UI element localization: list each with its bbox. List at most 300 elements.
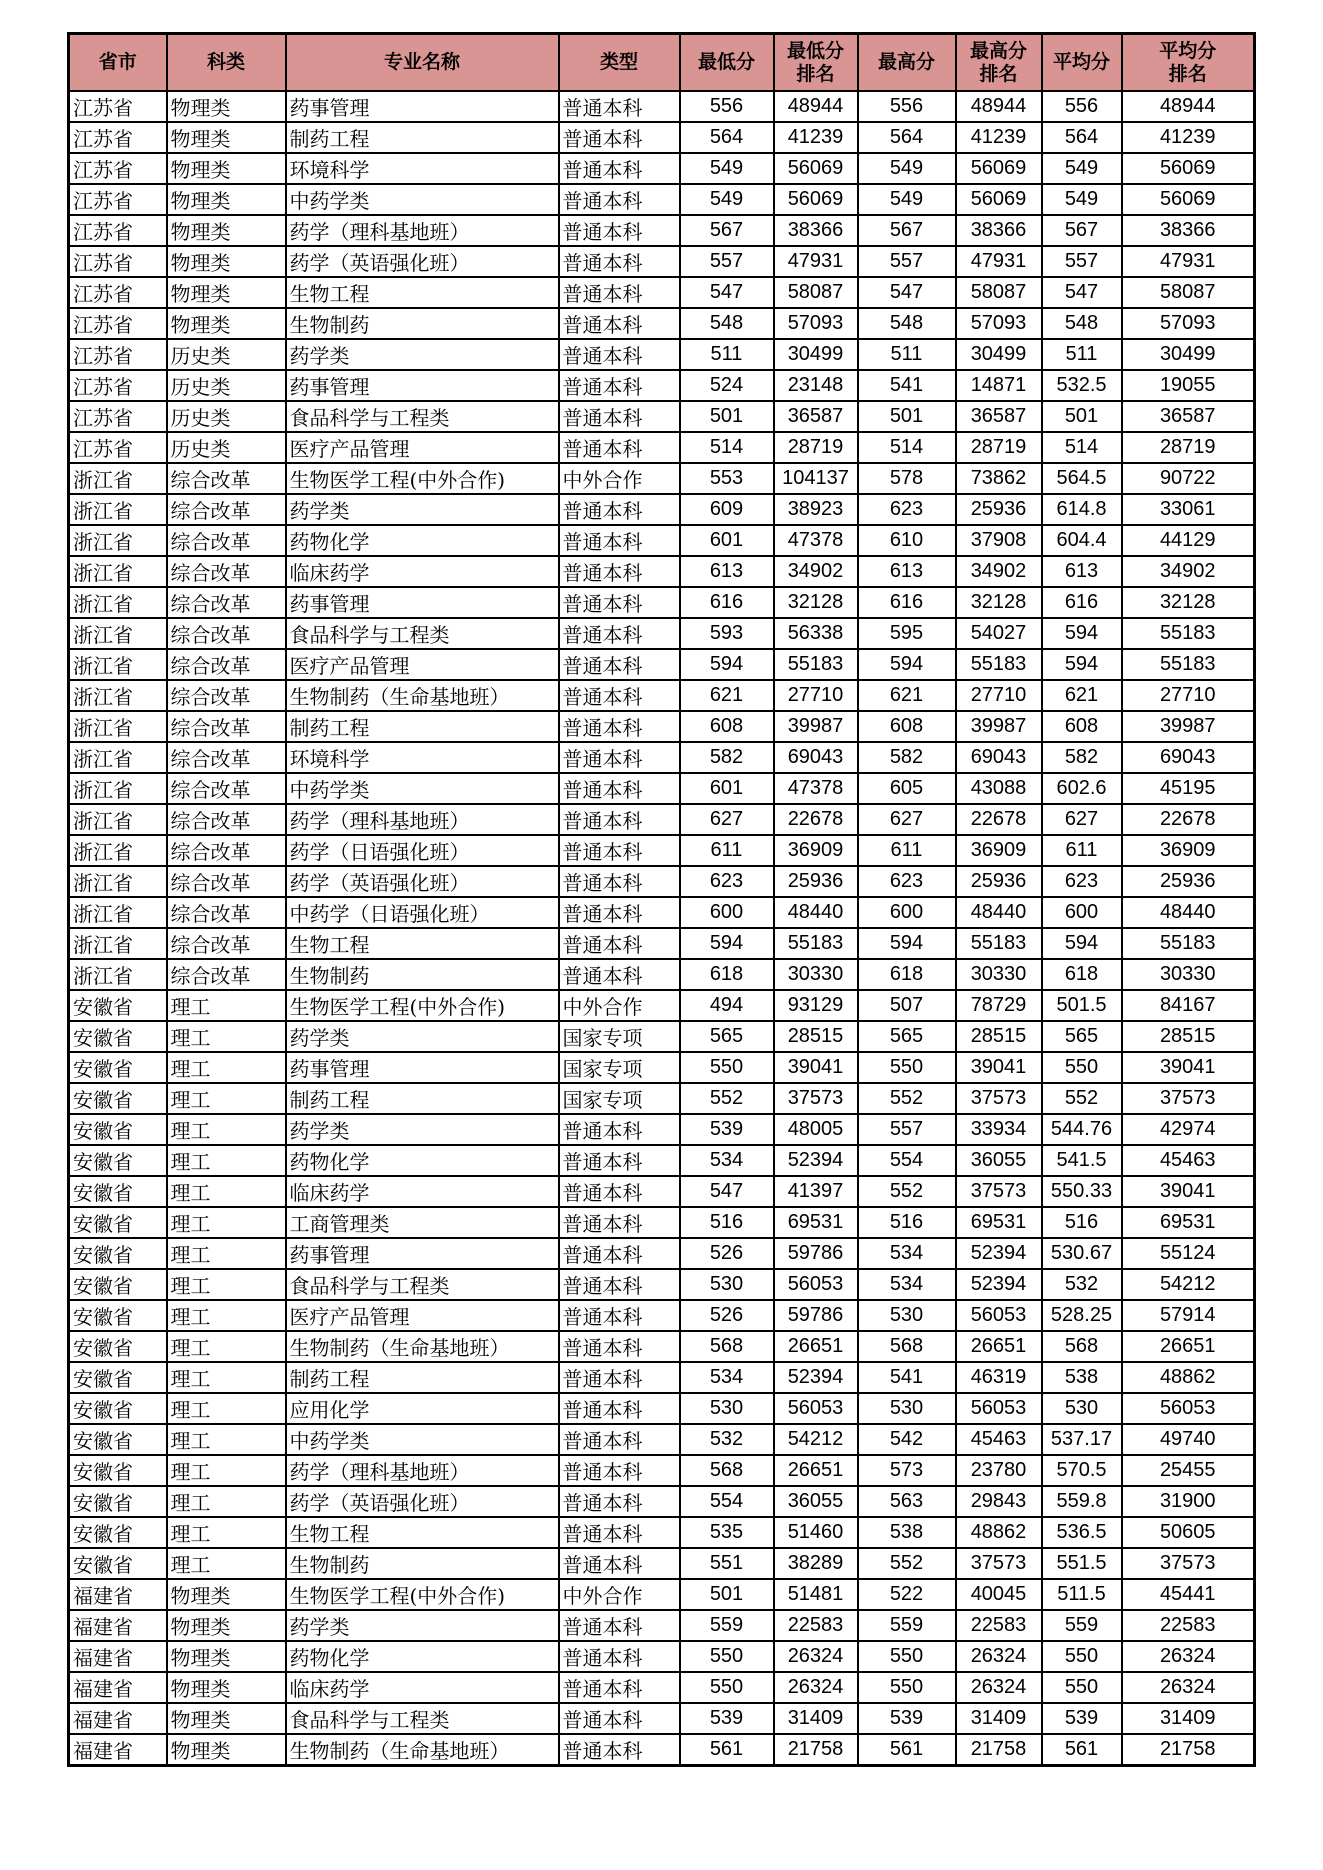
cell-province: 江苏省: [69, 246, 167, 277]
cell-avg-score-rank: 30330: [1122, 959, 1255, 990]
cell-min-score: 539: [680, 1114, 774, 1145]
cell-avg-score: 549: [1042, 153, 1122, 184]
cell-max-score-rank: 69043: [956, 742, 1042, 773]
table-row: [69, 897, 1255, 928]
cell-min-score: 613: [680, 556, 774, 587]
cell-max-score: 578: [858, 463, 956, 494]
cell-max-score-rank: 48862: [956, 1517, 1042, 1548]
cell-max-score: 552: [858, 1548, 956, 1579]
cell-min-score-rank: 36055: [774, 1486, 858, 1517]
cell-province: 江苏省: [69, 184, 167, 215]
table-row: [69, 1703, 1255, 1734]
cell-avg-score-rank: 30499: [1122, 339, 1255, 370]
cell-subject-category: 物理类: [167, 1641, 286, 1672]
cell-province: 安徽省: [69, 1548, 167, 1579]
cell-subject-category: 综合改革: [167, 742, 286, 773]
cell-avg-score: 501.5: [1042, 990, 1122, 1021]
cell-major-name: 临床药学: [286, 556, 559, 587]
column-header-max-score-rank: 最高分 排名: [956, 34, 1042, 92]
cell-max-score: 541: [858, 370, 956, 401]
cell-max-score: 539: [858, 1703, 956, 1734]
cell-province: 安徽省: [69, 1269, 167, 1300]
cell-major-name: 医疗产品管理: [286, 649, 559, 680]
table-row: [69, 928, 1255, 959]
cell-max-score-rank: 38366: [956, 215, 1042, 246]
cell-type: 普通本科: [559, 1517, 680, 1548]
cell-major-name: 生物制药: [286, 308, 559, 339]
cell-subject-category: 理工: [167, 1083, 286, 1114]
cell-major-name: 中药学类: [286, 1424, 559, 1455]
cell-max-score: 514: [858, 432, 956, 463]
cell-major-name: 食品科学与工程类: [286, 1269, 559, 1300]
cell-subject-category: 理工: [167, 1331, 286, 1362]
cell-min-score: 557: [680, 246, 774, 277]
cell-min-score-rank: 37573: [774, 1083, 858, 1114]
cell-min-score: 534: [680, 1145, 774, 1176]
cell-max-score: 568: [858, 1331, 956, 1362]
cell-max-score: 557: [858, 246, 956, 277]
cell-avg-score-rank: 45195: [1122, 773, 1255, 804]
cell-avg-score-rank: 55124: [1122, 1238, 1255, 1269]
cell-province: 江苏省: [69, 370, 167, 401]
cell-avg-score: 501: [1042, 401, 1122, 432]
table-row: [69, 401, 1255, 432]
cell-type: 普通本科: [559, 1424, 680, 1455]
cell-max-score-rank: 47931: [956, 246, 1042, 277]
cell-type: 普通本科: [559, 1238, 680, 1269]
cell-min-score: 618: [680, 959, 774, 990]
cell-province: 江苏省: [69, 153, 167, 184]
cell-max-score-rank: 39041: [956, 1052, 1042, 1083]
table-row: [69, 432, 1255, 463]
cell-avg-score-rank: 22678: [1122, 804, 1255, 835]
table-row: [69, 1052, 1255, 1083]
cell-max-score-rank: 27710: [956, 680, 1042, 711]
cell-subject-category: 物理类: [167, 91, 286, 122]
cell-avg-score: 618: [1042, 959, 1122, 990]
cell-max-score-rank: 56069: [956, 184, 1042, 215]
cell-max-score: 516: [858, 1207, 956, 1238]
cell-max-score-rank: 29843: [956, 1486, 1042, 1517]
cell-avg-score-rank: 48440: [1122, 897, 1255, 928]
cell-avg-score: 570.5: [1042, 1455, 1122, 1486]
cell-min-score-rank: 25936: [774, 866, 858, 897]
cell-max-score-rank: 78729: [956, 990, 1042, 1021]
table-row: [69, 246, 1255, 277]
cell-province: 福建省: [69, 1610, 167, 1641]
cell-major-name: 药学（英语强化班）: [286, 1486, 559, 1517]
admission-scores-table: [67, 32, 1256, 1767]
cell-province: 江苏省: [69, 277, 167, 308]
cell-avg-score-rank: 48862: [1122, 1362, 1255, 1393]
cell-min-score: 567: [680, 215, 774, 246]
cell-type: 普通本科: [559, 711, 680, 742]
cell-min-score: 552: [680, 1083, 774, 1114]
cell-max-score-rank: 48944: [956, 91, 1042, 122]
cell-subject-category: 综合改革: [167, 866, 286, 897]
cell-max-score: 563: [858, 1486, 956, 1517]
cell-type: 普通本科: [559, 494, 680, 525]
cell-min-score-rank: 56338: [774, 618, 858, 649]
table-row: [69, 370, 1255, 401]
cell-subject-category: 综合改革: [167, 959, 286, 990]
cell-min-score: 526: [680, 1238, 774, 1269]
cell-max-score: 550: [858, 1672, 956, 1703]
cell-avg-score: 564.5: [1042, 463, 1122, 494]
cell-province: 浙江省: [69, 742, 167, 773]
cell-avg-score-rank: 28515: [1122, 1021, 1255, 1052]
cell-max-score: 554: [858, 1145, 956, 1176]
cell-type: 普通本科: [559, 835, 680, 866]
cell-subject-category: 物理类: [167, 215, 286, 246]
cell-max-score: 616: [858, 587, 956, 618]
cell-min-score: 621: [680, 680, 774, 711]
cell-avg-score-rank: 39987: [1122, 711, 1255, 742]
cell-avg-score-rank: 56069: [1122, 184, 1255, 215]
column-header-province: 省市: [69, 34, 167, 92]
cell-min-score-rank: 56053: [774, 1393, 858, 1424]
cell-province: 福建省: [69, 1672, 167, 1703]
cell-avg-score-rank: 26651: [1122, 1331, 1255, 1362]
cell-min-score-rank: 28719: [774, 432, 858, 463]
cell-major-name: 药学（理科基地班）: [286, 1455, 559, 1486]
cell-max-score: 564: [858, 122, 956, 153]
cell-type: 普通本科: [559, 153, 680, 184]
cell-type: 普通本科: [559, 1672, 680, 1703]
cell-min-score-rank: 30499: [774, 339, 858, 370]
table-row: [69, 959, 1255, 990]
cell-major-name: 生物制药（生命基地班）: [286, 1331, 559, 1362]
cell-type: 普通本科: [559, 866, 680, 897]
cell-avg-score-rank: 36909: [1122, 835, 1255, 866]
cell-avg-score-rank: 55183: [1122, 928, 1255, 959]
cell-min-score-rank: 26651: [774, 1455, 858, 1486]
cell-avg-score-rank: 55183: [1122, 649, 1255, 680]
cell-province: 安徽省: [69, 1145, 167, 1176]
table-row: [69, 618, 1255, 649]
cell-avg-score: 550: [1042, 1641, 1122, 1672]
cell-min-score-rank: 104137: [774, 463, 858, 494]
cell-type: 普通本科: [559, 1486, 680, 1517]
cell-avg-score: 541.5: [1042, 1145, 1122, 1176]
cell-major-name: 制药工程: [286, 122, 559, 153]
cell-province: 安徽省: [69, 1176, 167, 1207]
cell-min-score-rank: 32128: [774, 587, 858, 618]
cell-max-score-rank: 57093: [956, 308, 1042, 339]
cell-subject-category: 理工: [167, 1548, 286, 1579]
cell-subject-category: 理工: [167, 1362, 286, 1393]
cell-max-score-rank: 28515: [956, 1021, 1042, 1052]
table-row: [69, 122, 1255, 153]
cell-province: 浙江省: [69, 928, 167, 959]
cell-subject-category: 物理类: [167, 1703, 286, 1734]
cell-min-score-rank: 23148: [774, 370, 858, 401]
cell-avg-score-rank: 56069: [1122, 153, 1255, 184]
cell-type: 普通本科: [559, 401, 680, 432]
cell-province: 江苏省: [69, 432, 167, 463]
cell-major-name: 中药学（日语强化班）: [286, 897, 559, 928]
cell-min-score: 550: [680, 1672, 774, 1703]
cell-min-score: 494: [680, 990, 774, 1021]
cell-avg-score: 621: [1042, 680, 1122, 711]
cell-min-score-rank: 34902: [774, 556, 858, 587]
table-row: [69, 1331, 1255, 1362]
table-row: [69, 1021, 1255, 1052]
cell-type: 普通本科: [559, 680, 680, 711]
cell-min-score-rank: 55183: [774, 928, 858, 959]
cell-type: 普通本科: [559, 525, 680, 556]
cell-min-score-rank: 39041: [774, 1052, 858, 1083]
cell-min-score-rank: 36909: [774, 835, 858, 866]
cell-avg-score: 551.5: [1042, 1548, 1122, 1579]
cell-max-score: 549: [858, 153, 956, 184]
cell-province: 江苏省: [69, 215, 167, 246]
cell-subject-category: 理工: [167, 990, 286, 1021]
cell-avg-score: 557: [1042, 246, 1122, 277]
cell-subject-category: 综合改革: [167, 494, 286, 525]
cell-type: 普通本科: [559, 277, 680, 308]
cell-min-score: 593: [680, 618, 774, 649]
table-header-row: [69, 34, 1255, 92]
cell-avg-score: 511.5: [1042, 1579, 1122, 1610]
cell-avg-score-rank: 26324: [1122, 1641, 1255, 1672]
cell-major-name: 应用化学: [286, 1393, 559, 1424]
cell-min-score-rank: 47931: [774, 246, 858, 277]
cell-max-score: 595: [858, 618, 956, 649]
table-row: [69, 1145, 1255, 1176]
cell-type: 普通本科: [559, 1176, 680, 1207]
cell-max-score-rank: 56053: [956, 1393, 1042, 1424]
cell-max-score: 594: [858, 649, 956, 680]
column-header-subject-category: 科类: [167, 34, 286, 92]
cell-avg-score-rank: 84167: [1122, 990, 1255, 1021]
cell-max-score-rank: 37573: [956, 1176, 1042, 1207]
cell-type: 普通本科: [559, 1734, 680, 1766]
cell-subject-category: 历史类: [167, 432, 286, 463]
cell-max-score: 542: [858, 1424, 956, 1455]
cell-type: 普通本科: [559, 1641, 680, 1672]
table-row: [69, 990, 1255, 1021]
cell-avg-score: 559: [1042, 1610, 1122, 1641]
cell-min-score: 551: [680, 1548, 774, 1579]
cell-subject-category: 综合改革: [167, 680, 286, 711]
cell-province: 江苏省: [69, 122, 167, 153]
cell-province: 浙江省: [69, 587, 167, 618]
cell-max-score-rank: 33934: [956, 1114, 1042, 1145]
cell-avg-score: 608: [1042, 711, 1122, 742]
table-row: [69, 1455, 1255, 1486]
cell-avg-score: 550: [1042, 1052, 1122, 1083]
cell-province: 安徽省: [69, 1362, 167, 1393]
cell-major-name: 医疗产品管理: [286, 432, 559, 463]
cell-max-score-rank: 30330: [956, 959, 1042, 990]
cell-type: 普通本科: [559, 1703, 680, 1734]
cell-max-score-rank: 22583: [956, 1610, 1042, 1641]
cell-subject-category: 物理类: [167, 308, 286, 339]
cell-min-score-rank: 47378: [774, 773, 858, 804]
table-row: [69, 1238, 1255, 1269]
cell-min-score-rank: 41239: [774, 122, 858, 153]
cell-max-score: 522: [858, 1579, 956, 1610]
cell-min-score: 616: [680, 587, 774, 618]
table-row: [69, 1579, 1255, 1610]
cell-major-name: 医疗产品管理: [286, 1300, 559, 1331]
cell-max-score: 507: [858, 990, 956, 1021]
cell-avg-score: 536.5: [1042, 1517, 1122, 1548]
cell-province: 浙江省: [69, 804, 167, 835]
cell-min-score-rank: 51481: [774, 1579, 858, 1610]
table-row: [69, 773, 1255, 804]
cell-subject-category: 理工: [167, 1517, 286, 1548]
cell-subject-category: 综合改革: [167, 556, 286, 587]
cell-province: 安徽省: [69, 1455, 167, 1486]
cell-avg-score-rank: 45441: [1122, 1579, 1255, 1610]
cell-province: 浙江省: [69, 556, 167, 587]
cell-min-score: 554: [680, 1486, 774, 1517]
table-row: [69, 1176, 1255, 1207]
cell-min-score-rank: 56069: [774, 153, 858, 184]
cell-major-name: 药学（英语强化班）: [286, 866, 559, 897]
table-row: [69, 1672, 1255, 1703]
cell-subject-category: 历史类: [167, 370, 286, 401]
cell-min-score: 549: [680, 184, 774, 215]
cell-avg-score-rank: 69531: [1122, 1207, 1255, 1238]
cell-min-score: 564: [680, 122, 774, 153]
cell-subject-category: 历史类: [167, 401, 286, 432]
cell-avg-score: 528.25: [1042, 1300, 1122, 1331]
cell-avg-score-rank: 39041: [1122, 1052, 1255, 1083]
cell-max-score-rank: 56053: [956, 1300, 1042, 1331]
cell-type: 普通本科: [559, 1610, 680, 1641]
cell-min-score-rank: 52394: [774, 1362, 858, 1393]
cell-min-score: 600: [680, 897, 774, 928]
cell-province: 安徽省: [69, 1300, 167, 1331]
cell-type: 普通本科: [559, 1548, 680, 1579]
cell-major-name: 药学类: [286, 494, 559, 525]
cell-min-score-rank: 26651: [774, 1331, 858, 1362]
cell-major-name: 药学（理科基地班）: [286, 804, 559, 835]
cell-type: 普通本科: [559, 122, 680, 153]
table-row: [69, 866, 1255, 897]
cell-avg-score-rank: 19055: [1122, 370, 1255, 401]
cell-type: 普通本科: [559, 618, 680, 649]
cell-min-score-rank: 38923: [774, 494, 858, 525]
cell-max-score-rank: 46319: [956, 1362, 1042, 1393]
cell-province: 福建省: [69, 1703, 167, 1734]
cell-min-score-rank: 69043: [774, 742, 858, 773]
table-row: [69, 1610, 1255, 1641]
cell-avg-score: 616: [1042, 587, 1122, 618]
cell-max-score: 552: [858, 1176, 956, 1207]
cell-province: 江苏省: [69, 401, 167, 432]
cell-min-score-rank: 21758: [774, 1734, 858, 1766]
cell-max-score-rank: 37573: [956, 1548, 1042, 1579]
cell-avg-score-rank: 37573: [1122, 1548, 1255, 1579]
cell-min-score: 524: [680, 370, 774, 401]
cell-avg-score-rank: 25936: [1122, 866, 1255, 897]
cell-max-score-rank: 43088: [956, 773, 1042, 804]
cell-subject-category: 物理类: [167, 246, 286, 277]
cell-avg-score: 623: [1042, 866, 1122, 897]
cell-major-name: 生物制药（生命基地班）: [286, 1734, 559, 1766]
table-row: [69, 1486, 1255, 1517]
cell-province: 浙江省: [69, 897, 167, 928]
cell-avg-score-rank: 36587: [1122, 401, 1255, 432]
cell-type: 普通本科: [559, 897, 680, 928]
cell-subject-category: 综合改革: [167, 525, 286, 556]
cell-avg-score-rank: 50605: [1122, 1517, 1255, 1548]
cell-max-score-rank: 30499: [956, 339, 1042, 370]
cell-province: 浙江省: [69, 494, 167, 525]
cell-major-name: 食品科学与工程类: [286, 1703, 559, 1734]
cell-type: 普通本科: [559, 1269, 680, 1300]
cell-min-score: 514: [680, 432, 774, 463]
cell-max-score: 501: [858, 401, 956, 432]
table-row: [69, 1424, 1255, 1455]
cell-province: 安徽省: [69, 1083, 167, 1114]
cell-min-score-rank: 58087: [774, 277, 858, 308]
table-body: [69, 91, 1255, 1766]
cell-max-score: 582: [858, 742, 956, 773]
cell-major-name: 药学（理科基地班）: [286, 215, 559, 246]
cell-max-score: 538: [858, 1517, 956, 1548]
cell-min-score-rank: 22678: [774, 804, 858, 835]
cell-avg-score-rank: 31900: [1122, 1486, 1255, 1517]
cell-type: 普通本科: [559, 1114, 680, 1145]
cell-max-score: 608: [858, 711, 956, 742]
cell-type: 国家专项: [559, 1021, 680, 1052]
table-row: [69, 1641, 1255, 1672]
cell-province: 浙江省: [69, 959, 167, 990]
cell-min-score-rank: 26324: [774, 1672, 858, 1703]
cell-avg-score-rank: 25455: [1122, 1455, 1255, 1486]
cell-min-score-rank: 47378: [774, 525, 858, 556]
cell-max-score-rank: 45463: [956, 1424, 1042, 1455]
cell-max-score-rank: 32128: [956, 587, 1042, 618]
cell-avg-score: 530: [1042, 1393, 1122, 1424]
cell-max-score: 550: [858, 1641, 956, 1672]
cell-max-score: 623: [858, 866, 956, 897]
cell-min-score-rank: 51460: [774, 1517, 858, 1548]
cell-min-score: 535: [680, 1517, 774, 1548]
cell-min-score: 561: [680, 1734, 774, 1766]
table-row: [69, 184, 1255, 215]
table-row: [69, 277, 1255, 308]
cell-major-name: 药事管理: [286, 1052, 559, 1083]
cell-max-score-rank: 39987: [956, 711, 1042, 742]
cell-subject-category: 综合改革: [167, 463, 286, 494]
cell-max-score: 549: [858, 184, 956, 215]
cell-province: 浙江省: [69, 835, 167, 866]
cell-max-score-rank: 73862: [956, 463, 1042, 494]
cell-subject-category: 物理类: [167, 1610, 286, 1641]
cell-avg-score-rank: 27710: [1122, 680, 1255, 711]
cell-subject-category: 理工: [167, 1486, 286, 1517]
cell-min-score-rank: 27710: [774, 680, 858, 711]
cell-avg-score: 594: [1042, 649, 1122, 680]
cell-min-score: 601: [680, 773, 774, 804]
cell-type: 普通本科: [559, 556, 680, 587]
cell-min-score: 547: [680, 1176, 774, 1207]
cell-province: 浙江省: [69, 525, 167, 556]
table-row: [69, 835, 1255, 866]
cell-province: 浙江省: [69, 866, 167, 897]
cell-min-score-rank: 54212: [774, 1424, 858, 1455]
cell-major-name: 药学类: [286, 1610, 559, 1641]
cell-min-score-rank: 22583: [774, 1610, 858, 1641]
cell-min-score-rank: 48944: [774, 91, 858, 122]
cell-max-score: 610: [858, 525, 956, 556]
